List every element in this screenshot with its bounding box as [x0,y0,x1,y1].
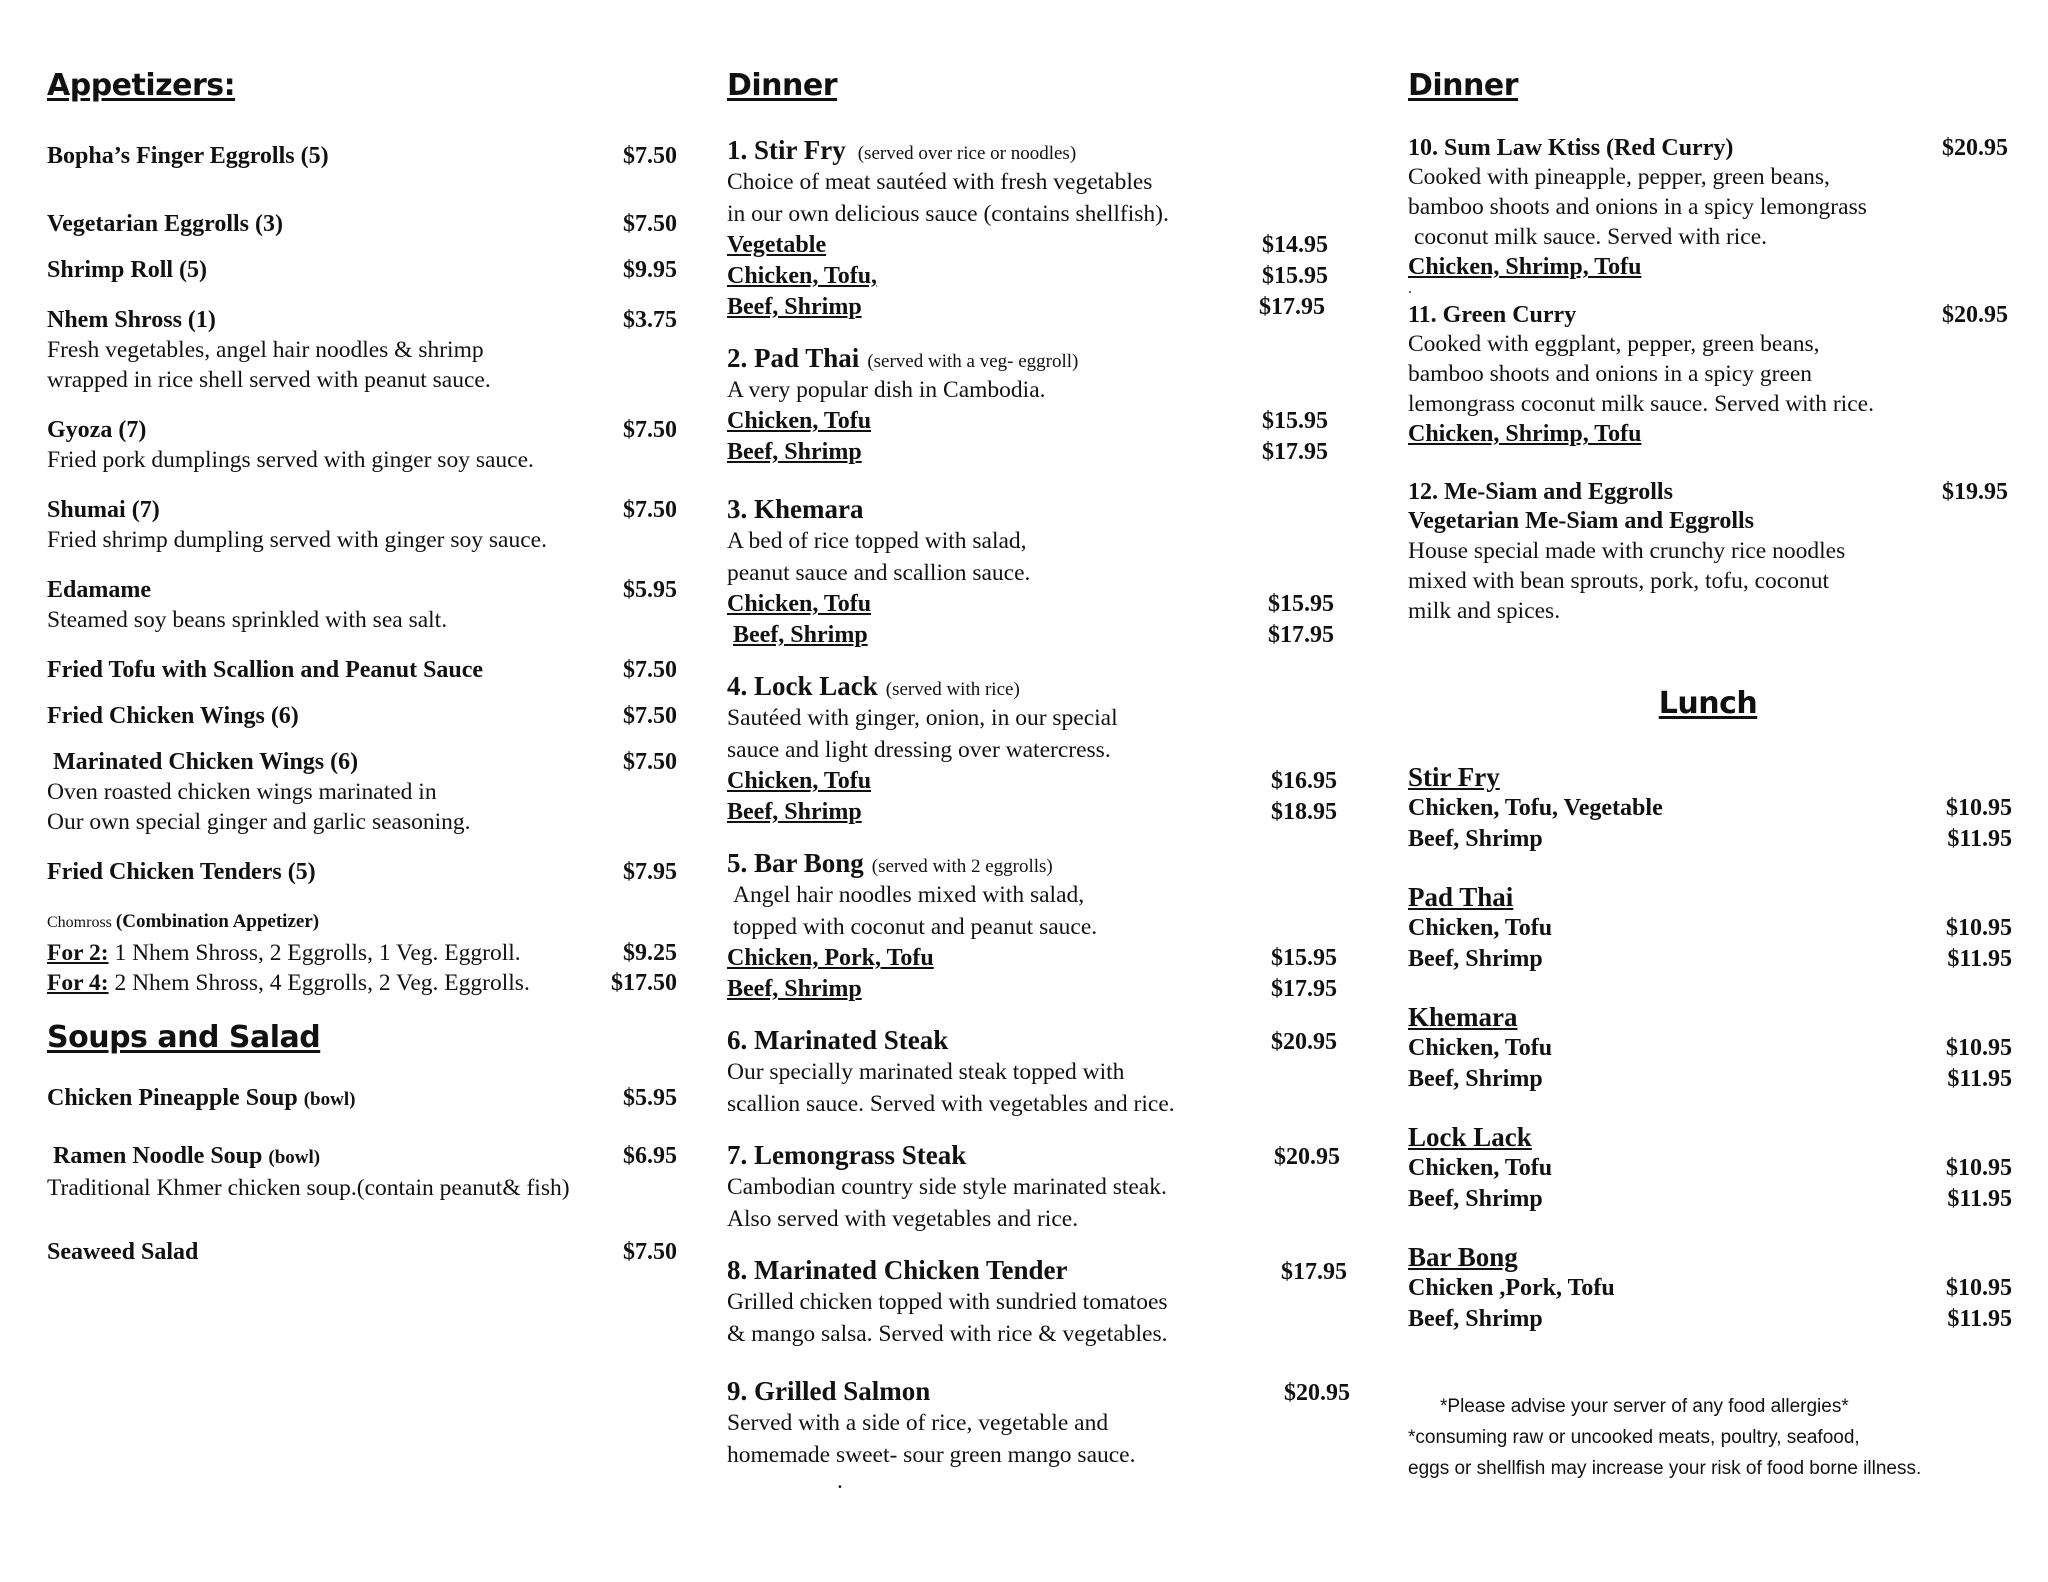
lunch-option [1408,824,2012,855]
lunch-option-price: $11.95 [1947,1066,2012,1092]
option-row [727,766,1337,797]
lunch-option-price: $10.95 [1946,1275,2012,1301]
option-row [727,292,1325,323]
item-note: (served with a veg- eggroll) [867,351,1079,372]
item-description: Fried shrimp dumpling served with ginger soy sauce. [47,527,547,553]
item-name: Vegetarian Eggrolls (3) [47,211,283,237]
menu-item [47,655,677,685]
item-description: Angel hair noodles mixed with salad, [733,882,1085,908]
lunch-heading: Lunch [1658,686,1758,721]
lunch-option-label: Chicken, Tofu [1408,1155,1553,1181]
menu-item [1408,135,2018,296]
menu-item [727,343,1367,468]
lunch-option-label: Chicken, Tofu [1408,915,1553,941]
lunch-option-price: $11.95 [1947,826,2012,852]
item-description: scallion sauce. Served with vegetables and rice. [727,1091,1175,1117]
item-name: 7. Lemongrass Steak [727,1140,967,1170]
item-note: (Combination Appetizer) [115,911,320,932]
dinner-column-2 [1408,66,2018,1484]
item-name: Marinated Chicken Wings (6) [53,749,359,775]
lunch-option [1408,1184,2012,1215]
option-price: $15.95 [1262,408,1328,434]
item-name: 12. Me-Siam and Eggrolls [1408,479,1673,505]
item-price: $7.50 [623,143,677,169]
lunch-category [1408,761,2018,855]
item-description: Cooked with pineapple, pepper, green beans, [1408,164,1830,190]
menu-item [727,1255,1367,1350]
item-description: wrapped in rice shell served with peanut sauce. [47,367,491,393]
menu-item [727,494,1367,651]
item-name: Gyoza (7) [47,417,147,443]
item-description: Choice of meat sautéed with fresh vegetables [727,169,1153,195]
option-label: Beef, Shrimp [727,976,862,1002]
item-description: Served with a side of rice, vegetable and [727,1410,1109,1436]
menu-item [47,1141,677,1203]
item-price: $7.50 [623,497,677,523]
menu-item [47,415,677,475]
option-price: $18.95 [1271,799,1337,825]
lunch-option [1408,1153,2012,1184]
lunch-option-label: Beef, Shrimp [1408,826,1543,852]
item-price: $5.95 [623,1085,677,1111]
item-price: $7.50 [623,211,677,237]
dinner-heading: Dinner [727,68,838,103]
lunch-option-label: Beef, Shrimp [1408,1306,1543,1332]
item-description: topped with coconut and peanut sauce. [733,914,1098,940]
lunch-option-label: Chicken ,Pork, Tofu [1408,1275,1615,1301]
soups-heading: Soups and Salad [47,1020,321,1055]
item-description: bamboo shoots and onions in a spicy green [1408,361,1813,387]
menu-item [727,671,1367,828]
lunch-option-label: Chicken, Tofu [1408,1035,1553,1061]
option-price: $15.95 [1262,263,1328,289]
item-price: $5.95 [623,577,677,603]
item-description: Steamed soy beans sprinkled with sea salt. [47,607,448,633]
menu-item [727,848,1367,1005]
stray-dot: . [1408,280,1412,297]
item-price: $6.95 [623,1143,677,1169]
lunch-option-price: $11.95 [1947,946,2012,972]
menu-item [47,305,677,395]
option-price: $16.95 [1271,768,1337,794]
item-price: $17.95 [1281,1259,1347,1285]
item-description: Oven roasted chicken wings marinated in [47,779,437,805]
option-price: $17.95 [1268,622,1334,648]
item-description: in our own delicious sauce (contains shellfish). [727,201,1169,227]
lunch-option-price: $11.95 [1947,1186,2012,1212]
item-description: Sautéed with ginger, onion, in our special [727,705,1118,731]
item-price: $7.50 [623,749,677,775]
menu-item [47,495,677,555]
lunch-category [1408,881,2018,975]
item-description: coconut milk sauce. Served with rice. [1414,224,1768,250]
item-description: milk and spices. [1408,598,1561,624]
item-price: $20.95 [1284,1380,1350,1406]
for-2-price: $9.25 [623,940,677,966]
lunch-option-price: $10.95 [1946,915,2012,941]
lunch-category [1408,1121,2018,1215]
option-price: $15.95 [1271,945,1337,971]
item-description: Fried pork dumplings served with ginger soy sauce. [47,447,534,473]
option-row [727,261,1328,292]
option-row [727,230,1328,261]
lunch-option [1408,1304,2012,1335]
item-description: A very popular dish in Cambodia. [727,377,1046,403]
lunch-category-name: Pad Thai [1408,882,1514,912]
lunch-category-name: Bar Bong [1408,1242,1518,1272]
allergy-line: *Please advise your server of any food allergies* [1440,1396,1849,1417]
stray-dot: . [837,1468,843,1494]
item-name: Chicken Pineapple Soup [47,1085,298,1111]
item-description: Our own special ginger and garlic seasoning. [47,809,471,835]
menu-item [47,255,677,285]
menu-item [47,747,677,837]
item-description: Cambodian country side style marinated steak. [727,1174,1167,1200]
option-label: Beef, Shrimp [733,622,868,648]
item-name: Edamame [47,577,151,603]
lunch-option [1408,1273,2012,1304]
menu-item [1408,479,2018,626]
lunch-option-label: Chicken, Tofu, Vegetable [1408,795,1663,821]
item-note: (bowl) [268,1147,321,1168]
lunch-category-name: Lock Lack [1408,1122,1532,1152]
item-description: lemongrass coconut milk sauce. Served with rice. [1408,391,1874,417]
menu-item [47,141,677,171]
item-name: Fried Chicken Wings (6) [47,703,299,729]
item-name: 9. Grilled Salmon [727,1376,931,1406]
item-name: Seaweed Salad [47,1239,199,1265]
allergy-line: eggs or shellfish may increase your risk of food borne illness. [1408,1458,1922,1479]
option-label: Chicken, Pork, Tofu [727,945,934,971]
item-name: Nhem Shross (1) [47,307,216,333]
option-row [727,620,1334,651]
lunch-option [1408,793,2012,824]
menu-item [727,1140,1367,1235]
dinner-column-1 [727,66,1367,1494]
item-name: 6. Marinated Steak [727,1025,949,1055]
item-name: Shumai (7) [47,497,160,523]
option-row [727,797,1337,828]
item-name: 3. Khemara [727,494,864,524]
item-description: bamboo shoots and onions in a spicy lemongrass [1408,194,1867,220]
item-description: Grilled chicken topped with sundried tomatoes [727,1289,1168,1315]
option-row [727,406,1328,437]
menu-item [47,1237,677,1267]
lunch-option-price: $11.95 [1947,1306,2012,1332]
lunch-option-price: $10.95 [1946,1035,2012,1061]
item-price: $3.75 [623,307,677,333]
item-name: Chomross [47,914,112,931]
option-label: Chicken, Tofu, [727,263,878,289]
menu-item [47,575,677,635]
for-4-price: $17.50 [611,970,677,996]
option-label: Beef, Shrimp [727,439,862,465]
option-row [727,437,1328,468]
option-label: Beef, Shrimp [727,799,862,825]
item-note: (served with rice) [885,679,1020,700]
option-label: Beef, Shrimp [727,294,862,320]
option-price: $17.95 [1262,439,1328,465]
option-price: $15.95 [1268,591,1334,617]
item-name: Bopha’s Finger Eggrolls (5) [47,143,329,169]
lunch-category-name: Stir Fry [1408,762,1500,792]
lunch-option [1408,1033,2012,1064]
item-name: 8. Marinated Chicken Tender [727,1255,1068,1285]
menu-item [727,1025,1367,1120]
item-description: mixed with bean sprouts, pork, tofu, coconut [1408,568,1829,594]
item-price: $7.95 [623,859,677,885]
option-row [727,589,1334,620]
item-subtitle: Vegetarian Me-Siam and Eggrolls [1408,508,1754,534]
allergy-notice [1408,1391,2018,1484]
item-description: & mango salsa. Served with rice & vegetables. [727,1321,1168,1347]
item-note: (bowl) [303,1089,356,1110]
option-price: $17.95 [1259,294,1325,320]
menu-item [47,857,677,887]
item-price: $20.95 [1271,1029,1337,1055]
item-description: Our specially marinated steak topped with [727,1059,1125,1085]
item-price: $19.95 [1942,479,2008,505]
option-label: Chicken, Shrimp, Tofu [1408,254,1642,280]
lunch-option-price: $10.95 [1946,1155,2012,1181]
menu-item [47,1083,677,1115]
item-description: Cooked with eggplant, pepper, green beans, [1408,331,1820,357]
appetizers-heading: Appetizers: [47,68,236,103]
item-price: $7.50 [623,417,677,443]
item-price: $9.95 [623,257,677,283]
menu-item [47,209,677,239]
item-name: Fried Tofu with Scallion and Peanut Sauce [47,657,484,683]
item-description: sauce and light dressing over watercress. [727,737,1111,763]
item-description: Fresh vegetables, angel hair noodles & shrimp [47,337,484,363]
item-description: Traditional Khmer chicken soup.(contain peanut& fish) [47,1175,570,1201]
chomross-for-2 [47,938,677,968]
item-description: Also served with vegetables and rice. [727,1206,1079,1232]
item-note: (served over rice or noodles) [857,143,1077,164]
item-price: $20.95 [1942,135,2008,161]
item-description: peanut sauce and scallion sauce. [727,560,1031,586]
menu-item [47,701,677,731]
item-price: $20.95 [1942,302,2008,328]
item-name: Shrimp Roll (5) [47,257,208,283]
menu-item [727,135,1367,323]
item-note: (served with 2 eggrolls) [871,856,1053,877]
lunch-option [1408,913,2012,944]
appetizers-column [47,66,677,1267]
for-4-text: 2 Nhem Shross, 4 Eggrolls, 2 Veg. Eggrolls. [114,970,530,996]
item-price: $7.50 [623,703,677,729]
item-name: Fried Chicken Tenders (5) [47,859,316,885]
lunch-option-price: $10.95 [1946,795,2012,821]
lunch-category [1408,1241,2018,1335]
option-label: Vegetable [727,232,827,258]
option-label: Chicken, Tofu [727,408,872,434]
lunch-option-label: Beef, Shrimp [1408,1066,1543,1092]
menu-item [727,1376,1367,1494]
item-description: A bed of rice topped with salad, [727,528,1027,554]
item-price: $20.95 [1274,1144,1340,1170]
allergy-line: *consuming raw or uncooked meats, poultry, seafood, [1408,1427,1860,1448]
chomross-for-4 [47,968,677,998]
option-price: $17.95 [1271,976,1337,1002]
item-description: homemade sweet- sour green mango sauce. [727,1442,1136,1468]
menu-item [1408,302,2018,449]
option-price: $14.95 [1262,232,1328,258]
option-label: Chicken, Tofu [727,591,872,617]
lunch-option-label: Beef, Shrimp [1408,946,1543,972]
option-label: Chicken, Shrimp, Tofu [1408,421,1642,447]
option-row [727,974,1337,1005]
lunch-category [1408,1001,2018,1095]
item-name: 4. Lock Lack [727,671,878,701]
for-2-label: For 2: [47,940,109,966]
lunch-option-label: Beef, Shrimp [1408,1186,1543,1212]
item-price: $7.50 [623,657,677,683]
option-label: Chicken, Tofu [727,768,872,794]
item-name: 1. Stir Fry [727,135,846,165]
lunch-category-name: Khemara [1408,1002,1518,1032]
chomross-item [47,907,677,998]
item-description: House special made with crunchy rice noodles [1408,538,1846,564]
for-2-text: 1 Nhem Shross, 2 Eggrolls, 1 Veg. Eggroll. [114,940,521,966]
item-price: $7.50 [623,1239,677,1265]
item-name: 5. Bar Bong [727,848,864,878]
item-name: 2. Pad Thai [727,343,860,373]
item-name: 10. Sum Law Ktiss (Red Curry) [1408,135,1734,161]
item-name: 11. Green Curry [1408,302,1577,328]
option-row [727,943,1337,974]
item-name: Ramen Noodle Soup [53,1143,263,1169]
lunch-option [1408,944,2012,975]
lunch-option [1408,1064,2012,1095]
for-4-label: For 4: [47,970,109,996]
dinner-heading-2: Dinner [1408,68,1519,103]
